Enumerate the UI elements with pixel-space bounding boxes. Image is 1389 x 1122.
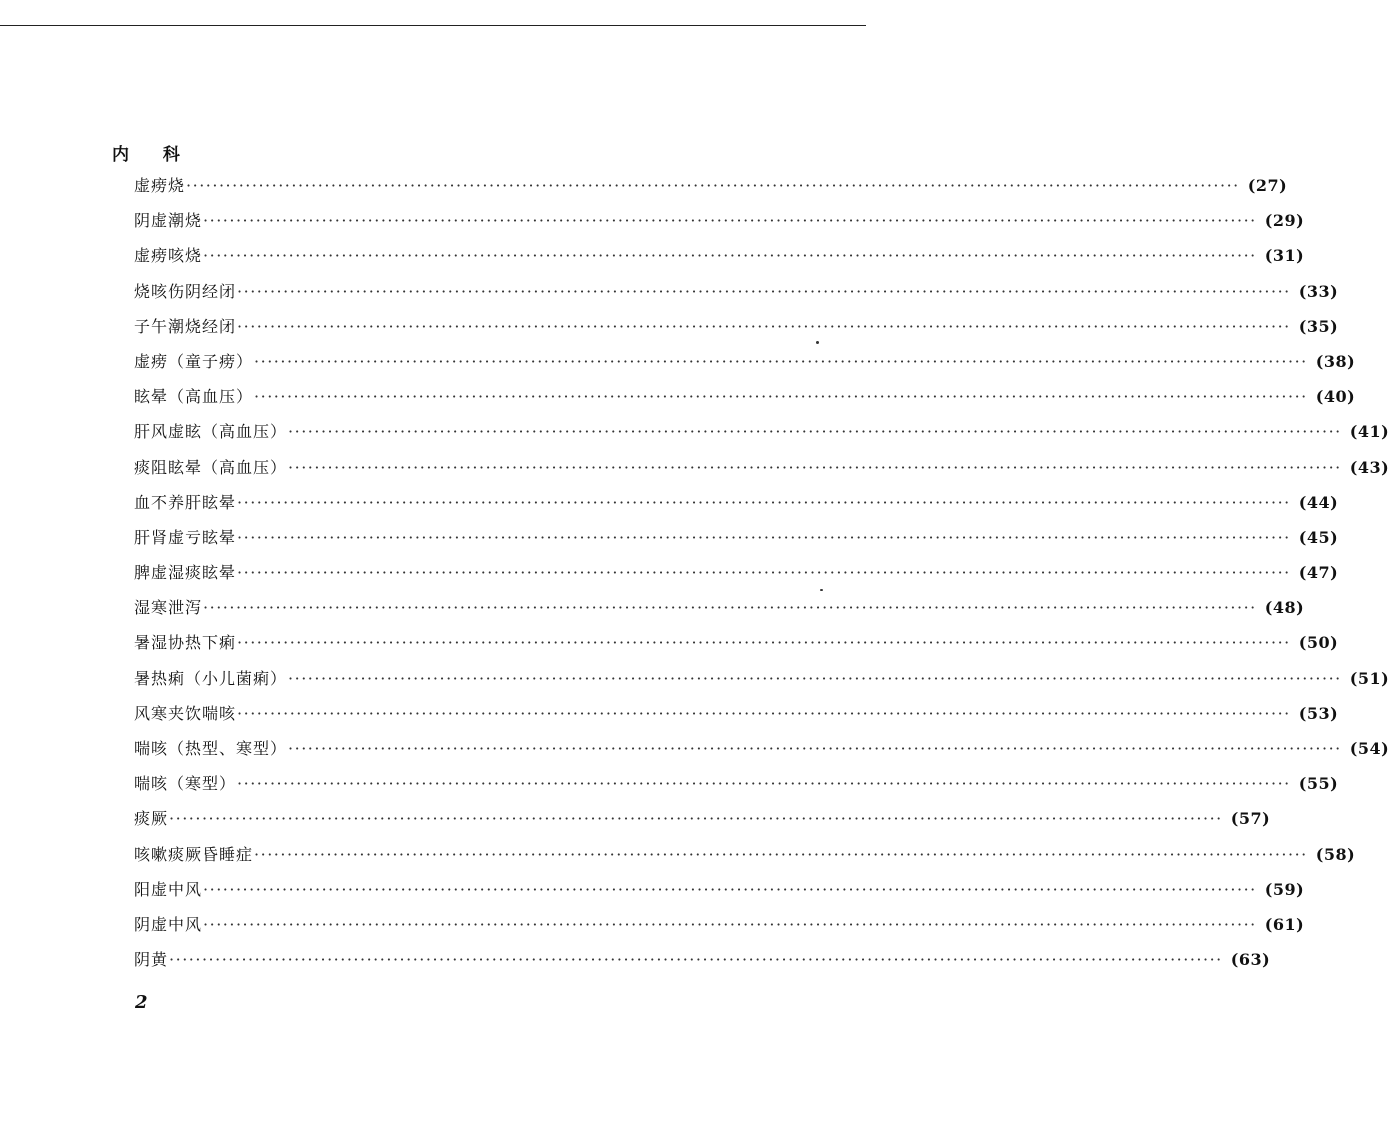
toc-entry-page: (48) <box>1264 598 1305 618</box>
toc-entry-page: (33) <box>1298 281 1339 301</box>
toc-dot-leader: ································································································································································ <box>237 316 1291 336</box>
toc-entry-page: (53) <box>1298 703 1339 723</box>
toc-entry-page: (29) <box>1264 211 1305 231</box>
toc-entry <box>134 664 1389 699</box>
toc-entry-page: (50) <box>1298 633 1339 653</box>
toc-dot-leader: ································································································································································ <box>237 527 1291 547</box>
toc-dot-leader: ································································································································································ <box>288 422 1342 442</box>
toc-dot-leader: ································································································································································ <box>186 176 1240 195</box>
toc-dot-leader: ································································································································································ <box>237 492 1291 512</box>
toc-entry-title: 血不养肝眩晕 <box>134 492 237 512</box>
toc-entry-title: 阴虚潮烧 <box>134 211 203 231</box>
toc-entry-page: (38) <box>1315 351 1356 371</box>
toc-entry <box>134 347 1356 382</box>
toc-dot-leader: ································································································································································ <box>203 211 1257 231</box>
toc-entry-page: (63) <box>1230 950 1271 970</box>
toc-entry-title: 肝风虚眩（高血压） <box>134 422 288 442</box>
toc-dot-leader: ································································································································································ <box>254 387 1308 407</box>
toc-entry <box>134 241 1305 276</box>
toc-entry <box>134 277 1339 312</box>
toc-entry-page: (31) <box>1264 246 1305 266</box>
toc-dot-leader: ································································································································································ <box>254 351 1308 371</box>
toc-entry-page: (59) <box>1264 879 1305 899</box>
toc-dot-leader: ································································································································································ <box>203 914 1257 934</box>
toc-dot-leader: ································································································································································ <box>254 844 1308 864</box>
toc-entry-title: 眩晕（高血压） <box>134 387 254 407</box>
toc-dot-leader: ································································································································································ <box>203 246 1257 266</box>
toc-entry-page: (51) <box>1349 668 1389 688</box>
toc-entry <box>134 628 1339 663</box>
toc-entry-title: 虚痨烧 <box>134 176 186 195</box>
toc-entry-title: 肝肾虚亏眩晕 <box>134 527 237 547</box>
toc-entry <box>134 734 1389 769</box>
toc-entry <box>134 453 1389 488</box>
toc-entry-title: 虚痨（童子痨） <box>134 351 254 371</box>
toc-entry <box>134 382 1356 417</box>
toc-entry-title: 脾虚湿痰眩晕 <box>134 563 237 583</box>
toc-dot-leader: ································································································································································ <box>237 703 1291 723</box>
toc-dot-leader: ································································································································································ <box>237 563 1291 583</box>
toc-entry-title: 暑热痢（小儿菌痢） <box>134 668 288 688</box>
toc-entry <box>134 910 1305 945</box>
toc-entry-page: (61) <box>1264 914 1305 934</box>
toc-entry-title: 痰厥 <box>134 809 169 829</box>
toc-entry <box>134 558 1339 593</box>
toc-entry-title: 咳嗽痰厥昏睡症 <box>134 844 254 864</box>
toc-entry <box>134 206 1305 241</box>
toc-entry <box>134 875 1305 910</box>
toc-entry <box>134 699 1339 734</box>
toc-dot-leader: ································································································································································ <box>288 668 1342 688</box>
toc-entry-page: (55) <box>1298 774 1339 794</box>
toc-entry-title: 痰阻眩晕（高血压） <box>134 457 288 477</box>
toc-entry-title: 阴黄 <box>134 950 169 970</box>
toc-dot-leader: ································································································································································ <box>288 457 1342 477</box>
toc-entry-page: (45) <box>1298 527 1339 547</box>
toc-entry <box>134 769 1339 804</box>
toc-dot-leader: ································································································································································ <box>169 809 1223 829</box>
scan-speck <box>820 589 823 591</box>
toc-entry-page: (41) <box>1349 422 1389 442</box>
toc-entry-page: (54) <box>1349 739 1389 758</box>
top-rule <box>0 25 866 26</box>
toc-entry-title: 喘咳（热型、寒型） <box>134 739 288 758</box>
toc-entry <box>134 593 1305 628</box>
section-title: 内 科 <box>112 145 194 165</box>
toc-entry <box>134 523 1339 558</box>
toc-dot-leader: ································································································································································ <box>237 281 1291 301</box>
toc-entry-title: 湿寒泄泻 <box>134 598 203 618</box>
toc-dot-leader: ································································································································································ <box>169 950 1223 970</box>
toc-entry-page: (57) <box>1230 809 1271 829</box>
toc-entry-title: 风寒夹饮喘咳 <box>134 703 237 723</box>
toc-entry <box>134 417 1389 452</box>
toc-dot-leader: ································································································································································ <box>237 774 1291 794</box>
toc-entry <box>134 945 1271 980</box>
toc-entry-page: (40) <box>1315 387 1356 407</box>
toc-entry-title: 烧咳伤阴经闭 <box>134 281 237 301</box>
toc-entry-page: (27) <box>1247 176 1288 195</box>
table-of-contents <box>134 171 1389 980</box>
toc-entry-page: (43) <box>1349 457 1389 477</box>
toc-entry-page: (44) <box>1298 492 1339 512</box>
toc-entry-title: 阴虚中风 <box>134 914 203 934</box>
toc-entry-title: 喘咳（寒型） <box>134 774 237 794</box>
toc-entry-page: (35) <box>1298 316 1339 336</box>
toc-entry-title: 子午潮烧经闭 <box>134 316 237 336</box>
toc-entry-title: 阳虚中风 <box>134 879 203 899</box>
scan-speck <box>816 341 819 344</box>
toc-entry-title: 虚痨咳烧 <box>134 246 203 266</box>
toc-dot-leader: ································································································································································ <box>237 633 1291 653</box>
toc-dot-leader: ································································································································································ <box>203 598 1257 618</box>
page-number: 2 <box>135 992 148 1013</box>
toc-entry-page: (47) <box>1298 563 1339 583</box>
toc-entry <box>134 804 1271 839</box>
toc-entry <box>134 840 1356 875</box>
toc-dot-leader: ································································································································································ <box>203 879 1257 899</box>
toc-entry-page: (58) <box>1315 844 1356 864</box>
toc-dot-leader: ································································································································································ <box>288 739 1342 758</box>
toc-entry <box>134 171 1288 206</box>
toc-entry <box>134 488 1339 523</box>
toc-entry-title: 暑湿协热下痢 <box>134 633 237 653</box>
toc-entry <box>134 312 1339 347</box>
